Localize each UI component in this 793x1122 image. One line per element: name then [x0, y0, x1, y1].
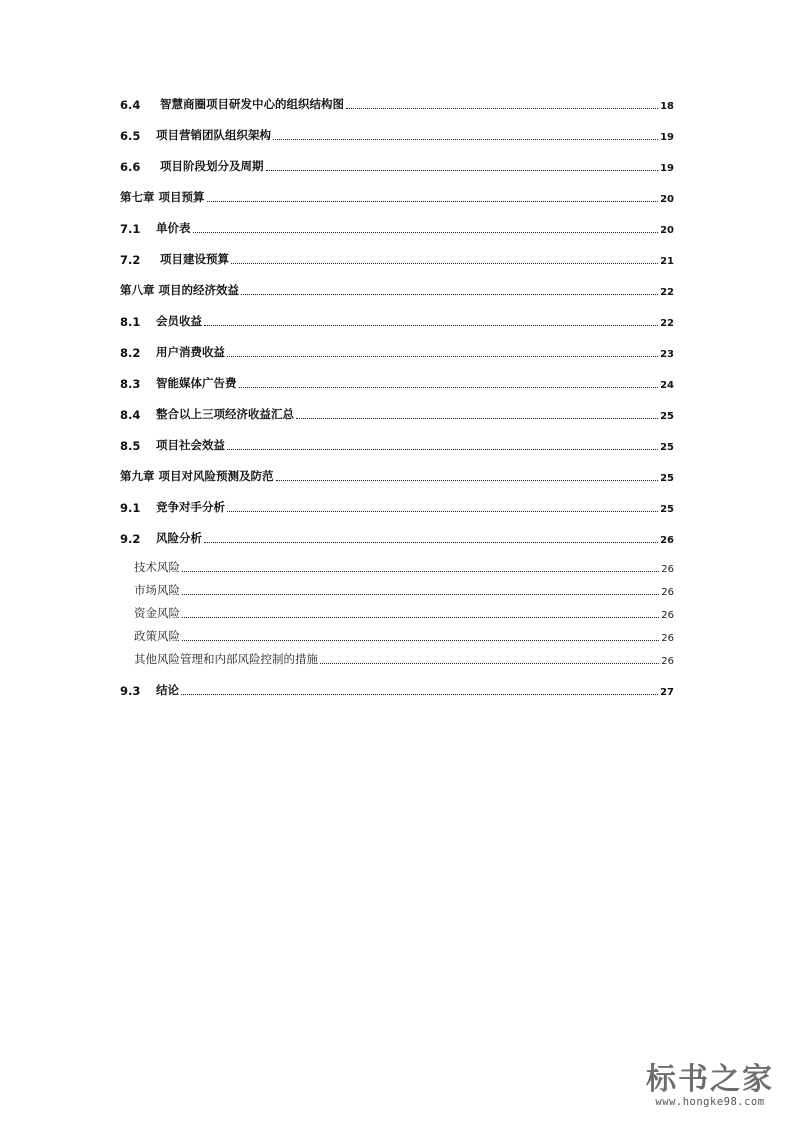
toc-entry-page: 26	[661, 564, 674, 575]
watermark-logo	[635, 1064, 785, 1108]
toc-entry-title: 项目社会效益	[156, 438, 225, 452]
toc-leader-dots	[320, 662, 659, 664]
toc-entry-title: 技术风险	[134, 560, 180, 574]
toc-leader-dots	[273, 138, 658, 140]
toc-leader-dots	[182, 570, 659, 572]
toc-subentry[interactable]	[134, 649, 674, 667]
toc-entry-title: 第七章 项目预算	[120, 190, 205, 204]
toc-leader-dots	[182, 616, 659, 618]
toc-entry-title: 其他风险管理和内部风险控制的措施	[134, 652, 318, 666]
toc-entry-page: 26	[661, 633, 674, 644]
toc-entry-page: 25	[660, 473, 674, 484]
toc-entry-page: 26	[661, 610, 674, 621]
toc-entry-page: 26	[660, 535, 674, 546]
toc-entry-title: 单价表	[156, 221, 191, 235]
toc-entry-title: 第八章 项目的经济效益	[120, 283, 240, 297]
toc-entry-page: 25	[660, 411, 674, 422]
toc-leader-dots	[231, 262, 658, 264]
toc-leader-dots	[346, 107, 658, 109]
toc-entry-page: 26	[661, 656, 674, 667]
toc-leader-dots	[182, 639, 659, 641]
toc-leader-dots	[227, 355, 658, 357]
toc-entry[interactable]	[120, 404, 674, 422]
toc-entry-title: 整合以上三项经济收益汇总	[156, 407, 294, 421]
toc-entry-title: 智慧商圈项目研发中心的组织结构图	[160, 97, 344, 111]
toc-entry[interactable]	[120, 497, 674, 515]
toc-entry-title: 项目建设预算	[160, 252, 229, 266]
watermark-title: 标书之家	[646, 1062, 774, 1097]
toc-entry-number: 9.1	[120, 501, 141, 515]
toc-leader-dots	[204, 541, 658, 543]
toc-leader-dots	[227, 510, 658, 512]
toc-entry[interactable]	[120, 435, 674, 453]
toc-leader-dots	[296, 417, 658, 419]
toc-entry-title: 智能媒体广告费	[156, 376, 237, 390]
toc-entry[interactable]	[120, 94, 674, 112]
toc-entry-number: 7.2	[120, 253, 141, 267]
toc-entry-page: 27	[660, 687, 674, 698]
toc-entry-title: 政策风险	[134, 629, 180, 643]
toc-leader-dots	[239, 386, 659, 388]
toc-entry[interactable]	[120, 373, 674, 391]
toc-entry-title: 结论	[156, 683, 179, 697]
toc-entry-number: 9.3	[120, 684, 141, 698]
toc-entry[interactable]	[120, 342, 674, 360]
toc-leader-dots	[276, 479, 659, 481]
toc-entry-number: 8.5	[120, 439, 141, 453]
toc-entry-page: 26	[661, 587, 674, 598]
toc-entry-page: 22	[660, 318, 674, 329]
toc-entry-page: 19	[660, 132, 674, 143]
toc-entry[interactable]	[120, 156, 674, 174]
watermark-url: www.hongke98.com	[655, 1096, 765, 1108]
toc-entry-title: 风险分析	[156, 531, 202, 545]
toc-entry-page: 21	[660, 256, 674, 267]
toc-entry-page: 20	[660, 194, 674, 205]
toc-entry[interactable]	[120, 680, 674, 698]
toc-leader-dots	[193, 231, 659, 233]
toc-subentry[interactable]	[134, 580, 674, 598]
toc-entry[interactable]	[120, 187, 674, 205]
toc-entry[interactable]	[120, 466, 674, 484]
toc-entry-number: 7.1	[120, 222, 141, 236]
toc-entry-title: 用户消费收益	[156, 345, 225, 359]
toc-entry[interactable]	[120, 218, 674, 236]
toc-entry-number: 8.2	[120, 346, 141, 360]
toc-entry-title: 会员收益	[156, 314, 202, 328]
toc-entry-number: 8.4	[120, 408, 141, 422]
toc-entry-number: 6.4	[120, 98, 141, 112]
toc-subentry[interactable]	[134, 557, 674, 575]
toc-entry-title: 第九章 项目对风险预测及防范	[120, 469, 274, 483]
toc-entry-number: 6.5	[120, 129, 141, 143]
toc-entry-title: 资金风险	[134, 606, 180, 620]
toc-entry-page: 22	[660, 287, 674, 298]
toc-leader-dots	[241, 293, 658, 295]
toc-entry-page: 25	[660, 504, 674, 515]
toc-subentry[interactable]	[134, 603, 674, 621]
toc-leader-dots	[181, 693, 658, 695]
toc-leader-dots	[266, 169, 659, 171]
toc-entry-page: 19	[660, 163, 674, 174]
toc-entry-number: 9.2	[120, 532, 141, 546]
toc-entry-number: 6.6	[120, 160, 141, 174]
toc-leader-dots	[227, 448, 658, 450]
toc-entry[interactable]	[120, 249, 674, 267]
toc-entry[interactable]	[120, 280, 674, 298]
toc-entry-number: 8.1	[120, 315, 141, 329]
toc-entry-page: 23	[660, 349, 674, 360]
toc-entry-title: 竞争对手分析	[156, 500, 225, 514]
toc-leader-dots	[204, 324, 658, 326]
toc-entry-page: 20	[660, 225, 674, 236]
toc-entry-title: 项目营销团队组织架构	[156, 128, 271, 142]
toc-entry[interactable]	[120, 528, 674, 546]
toc-leader-dots	[182, 593, 659, 595]
toc-entry[interactable]	[120, 125, 674, 143]
toc-entry-page: 24	[660, 380, 674, 391]
toc-entry[interactable]	[120, 311, 674, 329]
toc-entry-title: 市场风险	[134, 583, 180, 597]
toc-subentry[interactable]	[134, 626, 674, 644]
toc-entry-number: 8.3	[120, 377, 141, 391]
toc-entry-title: 项目阶段划分及周期	[160, 159, 264, 173]
toc-entry-page: 18	[660, 101, 674, 112]
toc-entry-page: 25	[660, 442, 674, 453]
toc-leader-dots	[207, 200, 659, 202]
